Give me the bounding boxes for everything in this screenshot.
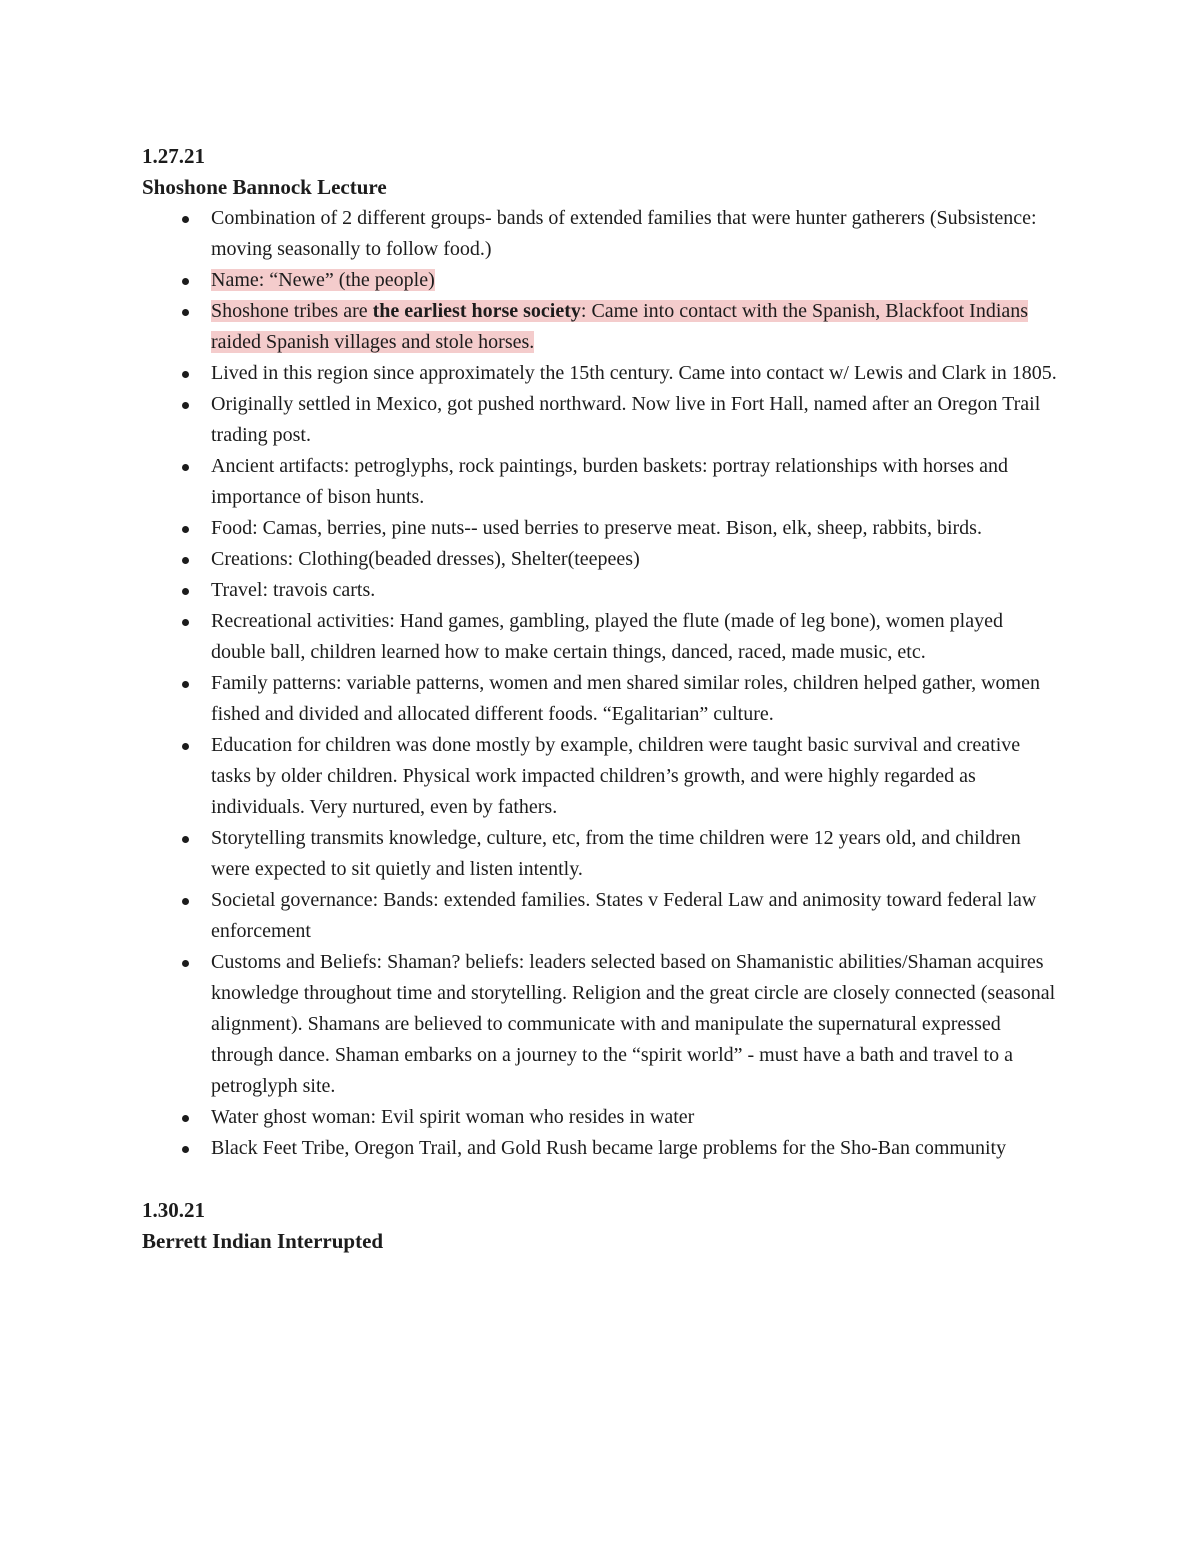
bullet-icon	[182, 836, 189, 843]
bullet-icon	[182, 619, 189, 626]
list-item-text: Black Feet Tribe, Oregon Trail, and Gold Rush became large problems for the Sho-Ban community	[211, 1137, 1007, 1159]
list-item-text: Originally settled in Mexico, got pushed northward. Now live in Fort Hall, named after an Oregon Trail trading post.	[211, 393, 1041, 446]
list-item	[142, 947, 1062, 1102]
list-item	[142, 203, 1062, 265]
bullet-icon	[182, 216, 189, 223]
section1-title: Shoshone Bannock Lecture	[142, 175, 387, 199]
list-item-text: Family patterns: variable patterns, women and men shared similar roles, children helped gather, women fished and divided and allocated different foods. “Egalitarian” culture.	[211, 672, 1040, 725]
section-spacer	[142, 1164, 1062, 1195]
list-item-text-highlighted	[211, 300, 1028, 353]
list-item-text-part: Shoshone tribes are	[211, 300, 373, 322]
bullet-icon	[182, 371, 189, 378]
bullet-icon	[182, 278, 189, 285]
list-item-text: Travel: travois carts.	[211, 579, 376, 601]
bullet-icon	[182, 1146, 189, 1153]
list-item	[142, 1102, 1062, 1133]
bullet-icon	[182, 526, 189, 533]
list-item	[142, 513, 1062, 544]
list-item	[142, 389, 1062, 451]
list-item-text: Water ghost woman: Evil spirit woman who resides in water	[211, 1106, 695, 1128]
list-item	[142, 730, 1062, 823]
bullet-icon	[182, 402, 189, 409]
section2-title: Berrett Indian Interrupted	[142, 1229, 384, 1253]
list-item	[142, 885, 1062, 947]
list-item-text: Combination of 2 different groups- bands of extended families that were hunter gatherers (Subsistence: moving seasonally to follow food.)	[211, 207, 1037, 260]
list-item-text-part: : Came into contact with the Spanish, Blackfoot Indians raided Spanish villages and stole horses.	[211, 300, 1029, 353]
bullet-icon	[182, 588, 189, 595]
list-item-text: Education for children was done mostly by example, children were taught basic survival and creative tasks by older children. Physical work impacted children’s growth, and were highly regarded as individuals. Very nurtured, even by fathers.	[211, 734, 1021, 818]
bullet-icon	[182, 1115, 189, 1122]
list-item	[142, 265, 1062, 296]
list-item-text-highlighted: Name: “Newe” (the people)	[211, 269, 435, 291]
list-item	[142, 606, 1062, 668]
bullet-icon	[182, 898, 189, 905]
section1-date: 1.27.21	[142, 144, 205, 168]
list-item-text: Lived in this region since approximately the 15th century. Came into contact w/ Lewis and Clark in 1805.	[211, 362, 1057, 384]
list-item-text: Ancient artifacts: petroglyphs, rock paintings, burden baskets: portray relationships with horses and importance of bison hunts.	[211, 455, 1009, 508]
list-item	[142, 358, 1062, 389]
bullet-icon	[182, 557, 189, 564]
bullet-icon	[182, 309, 189, 316]
list-item	[142, 296, 1062, 358]
list-item	[142, 668, 1062, 730]
bullet-icon	[182, 681, 189, 688]
list-item	[142, 1133, 1062, 1164]
list-item	[142, 575, 1062, 606]
section1-notes-list	[142, 203, 1062, 1164]
bullet-icon	[182, 743, 189, 750]
list-item-text: Recreational activities: Hand games, gambling, played the flute (made of leg bone), women played double ball, children learned how to make certain things, danced, raced, made music, etc.	[211, 610, 1003, 663]
list-item	[142, 451, 1062, 513]
list-item	[142, 823, 1062, 885]
list-item-text: Food: Camas, berries, pine nuts-- used berries to preserve meat. Bison, elk, sheep, rabbits, birds.	[211, 517, 982, 539]
list-item	[142, 544, 1062, 575]
list-item-text: Storytelling transmits knowledge, culture, etc, from the time children were 12 years old, and children were expected to sit quietly and listen intently.	[211, 827, 1021, 880]
section2-date: 1.30.21	[142, 1198, 205, 1222]
list-item-text: Customs and Beliefs: Shaman? beliefs: leaders selected based on Shamanistic abilities/Shaman acquires knowledge throughout time and storytelling. Religion and the great circle are closely connected (seasonal alignment). Shamans are believed to communicate with and manipulate the supernatural expressed through dance. Shaman embarks on a journey to the “spirit world” - must have a bath and travel to a petroglyph site.	[211, 951, 1056, 1097]
bullet-icon	[182, 960, 189, 967]
list-item-bold-text: the earliest horse society	[372, 300, 581, 322]
list-item-text: Societal governance: Bands: extended families. States v Federal Law and animosity toward federal law enforcement	[211, 889, 1037, 942]
document-page	[142, 141, 1062, 1257]
list-item-text: Creations: Clothing(beaded dresses), Shelter(teepees)	[211, 548, 640, 570]
bullet-icon	[182, 464, 189, 471]
